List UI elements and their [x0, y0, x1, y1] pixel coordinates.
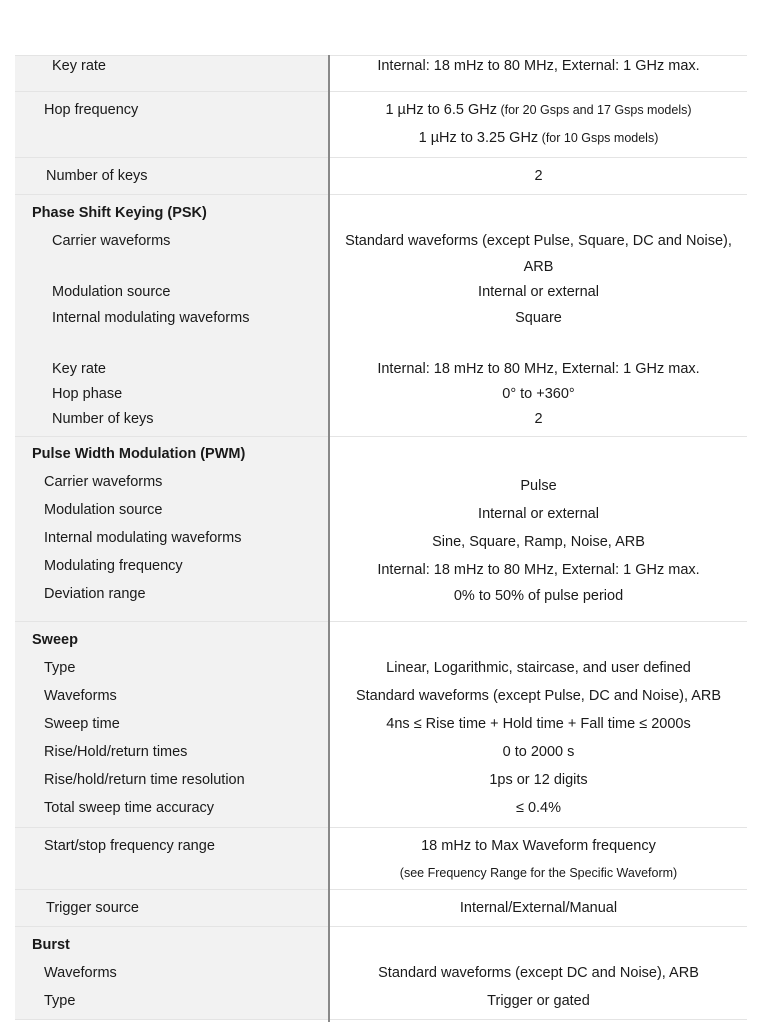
psk-value-carrier-2: ARB: [523, 259, 554, 275]
psk-label-carrier: Carrier waveforms: [52, 233, 171, 249]
sweep-value-type: Linear, Logarithmic, staircase, and user defined: [386, 660, 691, 676]
sweep-value-waveforms: Standard waveforms (except Pulse, DC and Noise), ARB: [355, 688, 722, 704]
hop-frequency-range-2: 1 µHz to 3.25 GHz: [418, 130, 539, 146]
sweep-value-rhr-resolution: 1ps or 12 digits: [489, 772, 588, 788]
psk-label-int-mod: Internal modulating waveforms: [52, 310, 250, 326]
row-divider: [15, 55, 747, 56]
row-divider: [15, 157, 747, 158]
sweep-label-rhr-resolution: Rise/hold/return time resolution: [44, 772, 245, 788]
burst-value-waveforms: Standard waveforms (except DC and Noise), ARB: [378, 965, 699, 981]
psk-value-key-rate: Internal: 18 mHz to 80 MHz, External: 1 GHz max.: [377, 361, 700, 377]
pwm-value-mod-source: Internal or external: [478, 506, 599, 522]
row-label-number-of-keys: Number of keys: [46, 168, 148, 184]
pwm-value-mod-freq: Internal: 18 mHz to 80 MHz, External: 1 GHz max.: [377, 562, 700, 578]
row-value-hop-frequency-2: [330, 129, 747, 147]
pwm-value-int-mod: Sine, Square, Ramp, Noise, ARB: [432, 534, 645, 550]
section-heading-pwm: Pulse Width Modulation (PWM): [32, 446, 246, 462]
pwm-value-deviation: 0% to 50% of pulse period: [453, 588, 624, 604]
psk-label-mod-source: Modulation source: [52, 284, 171, 300]
sweep-value-sweep-time: 4ns ≤ Rise time + Hold time + Fall time ≤ 2000s: [386, 716, 691, 732]
sweep-label-accuracy: Total sweep time accuracy: [44, 800, 215, 816]
row-divider: [15, 436, 747, 437]
sweep-label-rhr-times: Rise/Hold/return times: [44, 744, 188, 760]
psk-value-mod-source: Internal or external: [478, 284, 599, 300]
row-divider: [15, 91, 747, 92]
psk-value-carrier-1: Standard waveforms (except Pulse, Square, DC and Noise),: [345, 233, 732, 249]
pwm-label-int-mod: Internal modulating waveforms: [44, 530, 242, 546]
spec-table: [15, 0, 747, 1022]
hop-frequency-note-2: (for 10 Gsps models): [538, 131, 659, 145]
section-heading-sweep: Sweep: [32, 632, 78, 648]
row-label-hop-frequency: Hop frequency: [44, 102, 139, 118]
psk-label-keys: Number of keys: [52, 411, 154, 427]
sweep-value-rhr-times: 0 to 2000 s: [502, 744, 575, 760]
psk-value-keys: 2: [534, 411, 543, 427]
psk-label-key-rate: Key rate: [52, 361, 106, 377]
row-divider: [15, 621, 747, 622]
row-label-key-rate: Key rate: [52, 58, 106, 74]
sweep-label-start-stop: Start/stop frequency range: [44, 838, 215, 854]
pwm-label-carrier: Carrier waveforms: [44, 474, 163, 490]
row-divider: [15, 194, 747, 195]
row-value-hop-frequency-1: [330, 101, 747, 119]
row-value-number-of-keys: 2: [534, 168, 543, 184]
sweep-value-accuracy: ≤ 0.4%: [515, 800, 562, 816]
sweep-value-start-stop-1: 18 mHz to Max Waveform frequency: [421, 838, 656, 854]
row-divider: [15, 926, 747, 927]
sweep-value-start-stop-2: (see Frequency Range for the Specific Waveform): [399, 866, 678, 880]
pwm-label-mod-freq: Modulating frequency: [44, 558, 183, 574]
sweep-label-waveforms: Waveforms: [44, 688, 117, 704]
section-heading-psk: Phase Shift Keying (PSK): [32, 205, 207, 221]
row-divider: [15, 827, 747, 828]
pwm-label-mod-source: Modulation source: [44, 502, 163, 518]
row-divider: [15, 1019, 747, 1020]
pwm-value-carrier: Pulse: [520, 478, 557, 494]
row-divider: [15, 889, 747, 890]
sweep-label-type: Type: [44, 660, 76, 676]
hop-frequency-range-1: 1 µHz to 6.5 GHz: [385, 102, 497, 118]
row-value-key-rate: Internal: 18 mHz to 80 MHz, External: 1 GHz max.: [377, 58, 700, 74]
psk-label-hop-phase: Hop phase: [52, 386, 123, 402]
sweep-label-sweep-time: Sweep time: [44, 716, 120, 732]
burst-value-type: Trigger or gated: [487, 993, 590, 1009]
psk-value-hop-phase: 0° to +360°: [502, 386, 575, 402]
sweep-value-trigger: Internal/External/Manual: [459, 900, 618, 916]
burst-label-waveforms: Waveforms: [44, 965, 117, 981]
sweep-label-trigger: Trigger source: [46, 900, 139, 916]
section-heading-burst: Burst: [32, 937, 70, 953]
burst-label-type: Type: [44, 993, 76, 1009]
hop-frequency-note-1: (for 20 Gsps and 17 Gsps models): [496, 103, 692, 117]
psk-value-int-mod: Square: [515, 310, 562, 326]
pwm-label-deviation: Deviation range: [44, 586, 146, 602]
